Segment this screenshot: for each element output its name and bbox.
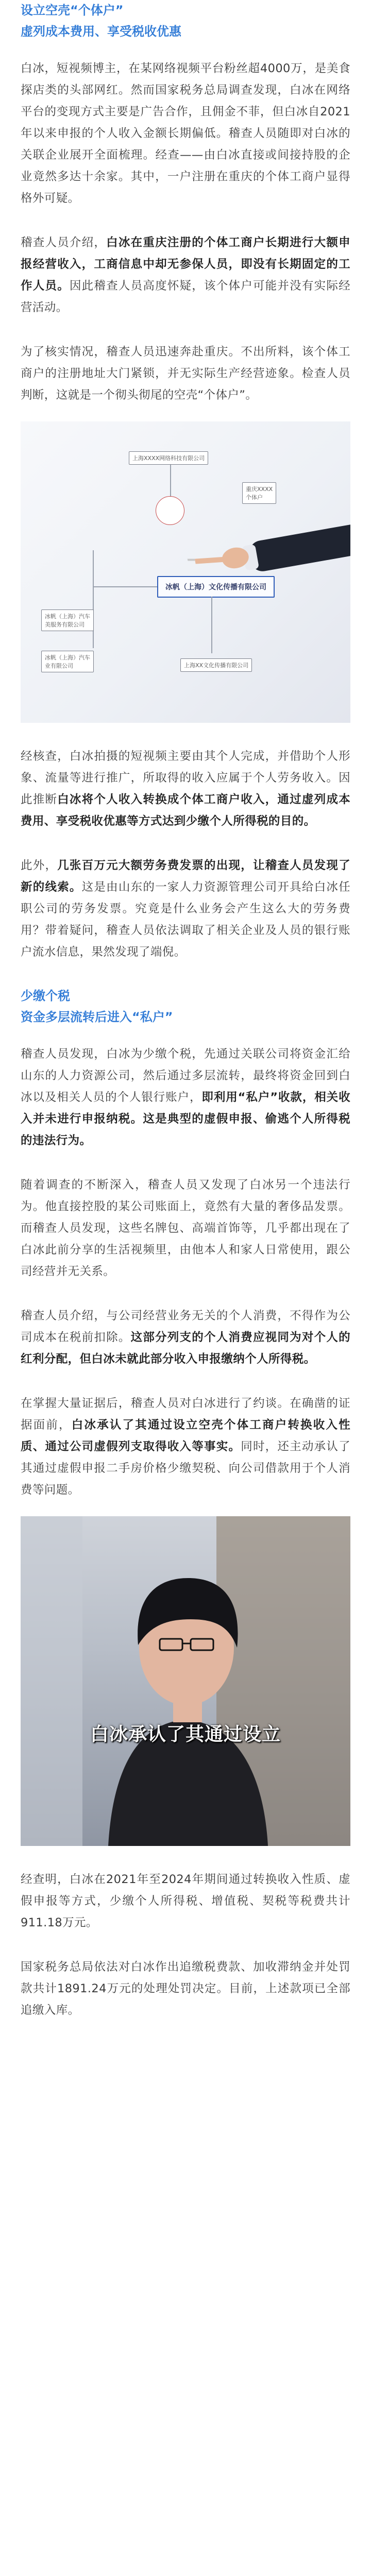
- pointer-hand-icon: [178, 473, 350, 606]
- org-node-top: 上海XXXX网络科技有限公司: [129, 451, 208, 465]
- interview-video-still: [21, 1516, 350, 1846]
- paragraph-7: 随着调查的不断深入，稽查人员又发现了白冰另一个违法行为。他直接控股的某公司账面上，竟然有大量的奢侈品发票。而稽查人员发现，这些名牌包、高端首饰等，几乎都出现在了白冰此前分享的生活视频里，由他本人和家人日常使用，跟公司经营并无关系。: [21, 1178, 350, 1278]
- paragraph-2-rest: 因此稽查人员高度怀疑，该个体户可能并没有实际经营活动。: [21, 279, 350, 314]
- section-title-2: [21, 986, 350, 1028]
- org-chart-photo: [21, 421, 350, 723]
- section-title-2-line-2: 资金多层流转后进入“私户”: [21, 1010, 173, 1024]
- person-silhouette-icon: [21, 1516, 350, 1846]
- section-title-2-line-1: 少缴个税: [21, 989, 70, 1003]
- paragraph-8-highlight: 这部分列支的个人消费应视同为对个人的红利分配，但白冰未就此部分收入申报缴纳个人所得税。: [21, 1331, 350, 1366]
- paragraph-5-intro: 此外，: [21, 859, 58, 872]
- paragraph-8: [21, 1305, 350, 1370]
- paragraph-2: [21, 232, 350, 318]
- section-title-1: [21, 0, 350, 42]
- org-node-main: 冰帆（上海）文化传播有限公司: [157, 576, 275, 598]
- paragraph-9: [21, 1393, 350, 1501]
- paragraph-9-intro: 在掌握大量证据后，稽查人员对白冰进行了约谈。在确凿的证据面前，: [21, 1397, 350, 1432]
- paragraph-10: 经查明，白冰在2021年至2024年期间通过转换收入性质、虚假申报等方式，少缴个人所得税、增值税、契税等税费共计911.18万元。: [21, 1873, 350, 1929]
- paragraph-6: [21, 1043, 350, 1151]
- video-caption: 白冰承认了其通过设立: [90, 1724, 281, 1745]
- paragraph-5-highlight: 几张百万元大额劳务费发票的出现，让稽查人员发现了新的线索。: [21, 859, 350, 894]
- paragraph-2-intro: 稽查人员介绍，: [21, 236, 107, 249]
- org-node-left-1: 冰帆（上海）汽车 美服务有限公司: [41, 609, 94, 631]
- paragraph-5-rest: 这是由山东的一家人力资源管理公司开具给白冰任职公司的劳务发票。究竟是什么业务会产生这么大的劳务费用？带着疑问，稽查人员依法调取了相关企业及人员的银行账户流水信息，果然发现了端倪。: [21, 880, 350, 959]
- paragraph-11: 国家税务总局依法对白冰作出追缴税费款、加收滞纳金并处罚款共计1891.24万元的处理处罚决定。目前，上述款项已全部追缴入库。: [21, 1960, 350, 2017]
- org-node-bottom: 上海XX文化传播有限公司: [180, 658, 252, 672]
- paragraph-9-rest: 同时，还主动承认了其通过虚假申报二手房价格少缴契税、向公司借款用于个人消费等问题。: [21, 1440, 350, 1497]
- paragraph-4-intro: 经核查，白冰拍摄的短视频主要由其个人完成，并借助个人形象、流量等进行推广，所取得的收入应属于个人劳务收入。因此推断: [21, 750, 350, 806]
- paragraph-9-highlight: 白冰承认了其通过设立空壳个体工商户转换收入性质、通过公司虚假列支取得收入等事实。: [21, 1418, 350, 1453]
- paragraph-8-intro: 稽查人员介绍，与公司经营业务无关的个人消费，不得作为公司成本在税前扣除。: [21, 1309, 350, 1344]
- paragraph-6-intro: 稽查人员发现，白冰为少缴个税，先通过关联公司将资金汇给山东的人力资源公司，然后通过多层流转，最终将资金回到白冰以及相关人员的个人银行账户，: [21, 1047, 350, 1104]
- paragraph-4: [21, 745, 350, 832]
- paragraph-3: 为了核实情况，稽查人员迅速奔赴重庆。不出所料，该个体工商户的注册地址大门紧锁，并无实际生产经营迹象。检查人员判断，这就是一个彻头彻尾的空壳“个体户”。: [21, 345, 350, 402]
- org-node-right-top: 重庆XXXX 个体户: [242, 482, 276, 504]
- paragraph-1: 白冰，短视频博主，在某网络视频平台粉丝超4000万，是美食探店类的头部网红。然而国家税务总局调查发现，白冰在网络平台的变现方式主要是广告合作，且佣金不菲，但白冰自2021年以来申报的个人收入金额长期偏低。稽查人员随即对白冰的关联企业展开全面梳理。经查——由白冰直接或间接持股的企业竟然多达十余家。其中，一户注册在重庆的个体工商户显得格外可疑。: [21, 62, 350, 205]
- paragraph-2-highlight: 白冰在重庆注册的个体工商户长期进行大额申报经营收入，工商信息中却无参保人员，即没有长期固定的工作人员。: [21, 236, 350, 293]
- paragraph-4-highlight: 白冰将个人收入转换成个体工商户收入，通过虚列成本费用、享受税收优惠等方式达到少缴个人所得税的目的。: [21, 793, 350, 828]
- org-node-left-2: 冰帆（上海）汽车 业有限公司: [41, 651, 94, 672]
- paragraph-5: [21, 855, 350, 963]
- section-title-1-line-2: 虚列成本费用、享受税收优惠: [21, 24, 181, 39]
- section-title-1-line-1: 设立空壳“个体户”: [21, 3, 124, 18]
- paragraph-6-highlight: 即利用“私户”收款，相关收入并未进行申报纳税。这是典型的虚假申报、偷逃个人所得税的违法行为。: [21, 1091, 350, 1147]
